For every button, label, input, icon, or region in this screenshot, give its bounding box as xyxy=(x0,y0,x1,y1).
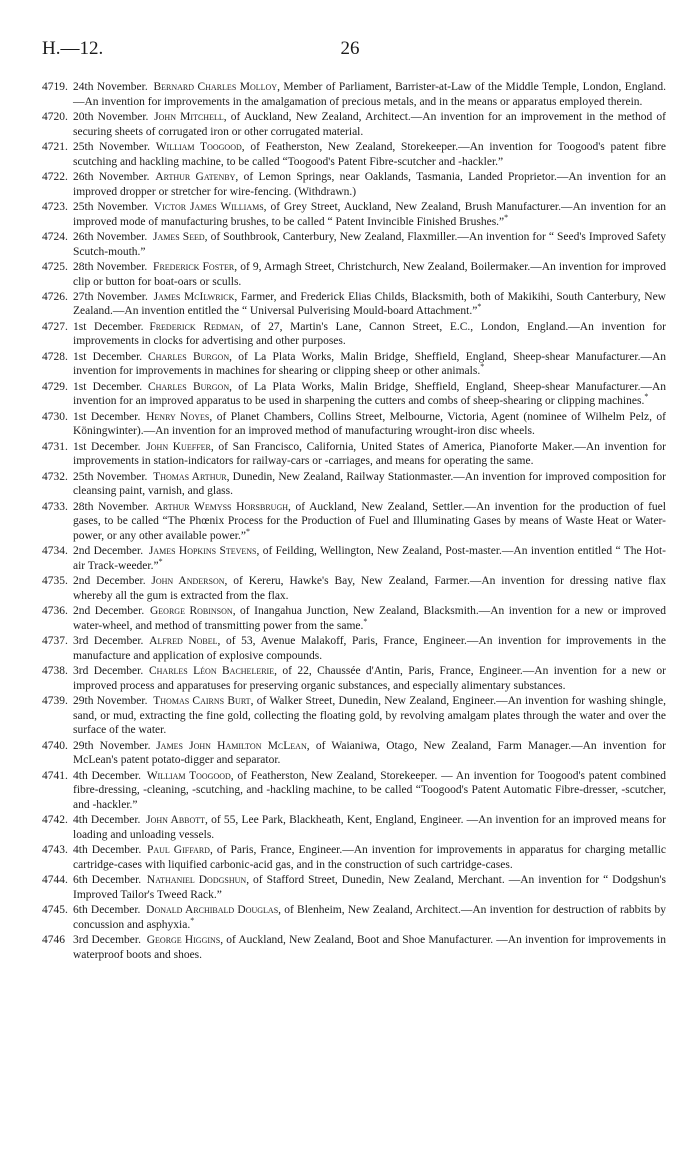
entry-date: 27th November. xyxy=(73,290,148,303)
entry-date: 29th November. xyxy=(73,739,151,752)
footnote-mark: * xyxy=(644,392,649,402)
applicant-name: Victor James Williams xyxy=(153,200,264,213)
entry-date: 26th November. xyxy=(73,170,150,183)
footnote-mark: * xyxy=(504,212,509,222)
applicant-name: James John Hamilton McLean xyxy=(156,739,307,752)
applicant-name: George Higgins xyxy=(146,934,221,947)
entry-number: 4721. xyxy=(42,140,68,153)
patent-entry xyxy=(42,320,666,349)
entry-date: 3rd December. xyxy=(73,934,141,947)
applicant-name: Donald Archibald Douglas xyxy=(146,904,279,917)
entry-description: , of Inangahua Junction, New Zealand, Blacksmith.—An invention for a new or improved water-wheel, and method of transmitting power from the same. xyxy=(73,605,666,632)
entry-description: , Member of Parliament, Barrister-at-Law of the Middle Temple, London, England.—An invention for improvements in the amalgamation of precious metals, and in the means or apparatus employed therein. xyxy=(73,81,666,108)
applicant-name: John Anderson xyxy=(151,575,225,588)
applicant-name: Arthur Wemyss Horsbrugh xyxy=(154,500,289,513)
entry-date: 1st December. xyxy=(73,380,143,393)
page-header xyxy=(42,38,658,68)
footnote-mark: * xyxy=(480,362,485,372)
entry-date: 1st December. xyxy=(73,320,144,333)
patent-entry xyxy=(42,933,666,962)
entry-number: 4743. xyxy=(42,844,68,857)
patent-entry xyxy=(42,739,666,768)
entry-description: , of 22, Chaussée d'Antin, Paris, France, Engineer.—An invention for a new or improved process and apparatuses for preserving organic substances, and especially alimentary substances. xyxy=(73,665,666,692)
entry-description: , of Lemon Springs, near Oaklands, Tasmania, Landed Proprietor.—An invention for an improved dropper or stretcher for wire-fencing. (Withdrawn.) xyxy=(73,170,666,198)
entry-description: , of Auckland, New Zealand, Settler.—An invention for the production of fuel gases, to be called “The Phœnix Process for the Production of Fuel and Illuminating Gases by means of Waste Heat or Water-power, or any other available power.” xyxy=(73,500,666,542)
applicant-name: Charles Burgon xyxy=(147,380,230,393)
entry-date: 29th November. xyxy=(73,695,148,708)
entry-number: 4733. xyxy=(42,500,68,513)
footnote-mark: * xyxy=(158,557,163,567)
patent-entry xyxy=(42,470,666,499)
applicant-name: Frederick Redman xyxy=(149,320,241,333)
applicant-name: Bernard Charles Molloy xyxy=(153,81,278,93)
entry-date: 4th December. xyxy=(73,844,142,857)
entry-description: , of Paris, France, Engineer.—An invention for improvements in apparatus for charging metallic cartridge-cases with liquified carbonic-acid gas, and in the construction of such cartridge-cases. xyxy=(73,844,666,871)
entry-number: 4740. xyxy=(42,739,68,752)
patent-entry xyxy=(42,230,666,259)
footnote-mark: * xyxy=(363,617,368,627)
entry-description: , of Waianiwa, Otago, New Zealand, Farm Manager.—An invention for McLean's patent potato-digger and separator. xyxy=(73,739,666,767)
applicant-name: John Kueffer xyxy=(146,440,211,453)
entry-description: , of Feilding, Wellington, New Zealand, Post-master.—An invention entitled “ The Hot-air Track-weeder.” xyxy=(73,545,666,572)
entry-number: 4719. xyxy=(42,81,68,93)
applicant-name: Nathaniel Dodgshun xyxy=(146,874,247,887)
patent-entry xyxy=(42,350,666,379)
patent-entry xyxy=(42,813,666,842)
entry-number: 4728. xyxy=(42,350,68,363)
applicant-name: Henry Noyes xyxy=(146,410,210,423)
entry-number: 4720. xyxy=(42,110,68,123)
entry-number: 4746 xyxy=(42,934,65,947)
patent-entry xyxy=(42,200,666,229)
patent-entry xyxy=(42,769,666,813)
entry-date: 4th December. xyxy=(73,814,141,827)
applicant-name: Paul Giffard xyxy=(146,844,210,857)
entry-number: 4741. xyxy=(42,769,68,782)
applicant-name: Arthur Gatenby xyxy=(155,170,236,183)
patent-entry xyxy=(42,903,666,932)
patent-entry xyxy=(42,440,666,469)
entry-description: , of Auckland, New Zealand, Boot and Shoe Manufacturer. —An invention for improvements in waterproof boots and shoes. xyxy=(73,934,666,961)
entry-date: 3rd December. xyxy=(73,665,144,678)
patent-entry xyxy=(42,140,666,169)
entry-date: 3rd December. xyxy=(73,635,144,648)
footnote-mark: * xyxy=(477,302,482,312)
entry-date: 26th November. xyxy=(73,230,148,243)
entry-date: 6th December. xyxy=(73,904,141,917)
entry-date: 1st December. xyxy=(73,410,141,423)
entry-number: 4737. xyxy=(42,635,68,648)
entry-description: , Dunedin, New Zealand, Railway Stationmaster.—An invention for improved composition for cleansing paint, varnish, and glass. xyxy=(73,470,666,498)
applicant-name: Thomas Cairns Burt xyxy=(153,695,251,708)
entry-number: 4738. xyxy=(42,665,68,678)
applicant-name: William Toogood xyxy=(155,140,242,153)
patent-entry xyxy=(42,694,666,738)
entry-date: 4th December. xyxy=(73,769,141,782)
entry-number: 4739. xyxy=(42,695,68,708)
entry-number: 4735. xyxy=(42,575,68,588)
entry-date: 6th December. xyxy=(73,874,142,887)
patent-entry xyxy=(42,574,666,603)
entry-description: , of Auckland, New Zealand, Architect.—An invention for an improvement in the method of securing sheets of corrugated iron or other corrugated material. xyxy=(73,110,666,138)
patent-entry xyxy=(42,604,666,633)
entry-number: 4729. xyxy=(42,380,68,393)
applicant-name: George Robinson xyxy=(149,605,233,618)
patent-entry xyxy=(42,80,666,109)
entry-date: 1st December. xyxy=(73,440,141,453)
patent-entry xyxy=(42,380,666,409)
entry-number: 4742. xyxy=(42,814,68,827)
entry-date: 2nd December. xyxy=(73,545,144,558)
applicant-name: James Seed xyxy=(153,230,205,243)
applicant-name: Alfred Nobel xyxy=(149,635,218,648)
applicant-name: Charles Burgon xyxy=(147,350,230,363)
entry-date: 28th November. xyxy=(73,260,148,273)
applicant-name: William Toogood xyxy=(146,769,231,782)
entry-date: 20th November. xyxy=(73,110,149,123)
entry-description: , of Southbrook, Canterbury, New Zealand, Flaxmiller.—An invention for “ Seed's Improved Safety Scutch-mouth.” xyxy=(73,230,666,258)
applicant-name: John Mitchell xyxy=(154,110,224,123)
entry-description: , of Kereru, Hawke's Bay, New Zealand, Farmer.—An invention for dressing native flax whereby all the gum is extracted from the flax. xyxy=(73,575,666,602)
patent-entry xyxy=(42,634,666,663)
entry-number: 4731. xyxy=(42,440,68,453)
patent-entry xyxy=(42,290,666,319)
entry-number: 4736. xyxy=(42,605,68,618)
entry-date: 25th November. xyxy=(73,140,150,153)
patent-entry xyxy=(42,873,666,902)
patent-entry xyxy=(42,110,666,139)
entry-description: , of La Plata Works, Malin Bridge, Sheffield, England, Sheep-shear Manufacturer.—An invention for an improved apparatus to be used in sharpening the cutters and combs of sheep-shearing or clipping machines. xyxy=(73,380,666,408)
entry-date: 1st December. xyxy=(73,350,143,363)
entry-date: 25th November. xyxy=(73,470,148,483)
footnote-mark: * xyxy=(245,527,250,537)
entry-number: 4730. xyxy=(42,410,68,423)
entry-description: , of Grey Street, Auckland, New Zealand, Brush Manufacturer.—An invention for an improved mode of manufacturing brushes, to be called “ Patent Invincible Finished Brushes.” xyxy=(73,200,666,228)
document-reference: H.—12. xyxy=(42,38,104,59)
entry-number: 4734. xyxy=(42,545,68,558)
entry-number: 4732. xyxy=(42,470,68,483)
entry-number: 4726. xyxy=(42,290,68,303)
applicant-name: Charles Léon Bachelerie xyxy=(148,665,275,678)
entry-description: , of San Francisco, California, United States of America, Pianoforte Maker.—An invention for improvements in station-indicators for railway-cars or -carriages, and means for operating the same. xyxy=(73,440,666,468)
entry-number: 4727. xyxy=(42,320,68,333)
entry-description: , of 27, Martin's Lane, Cannon Street, E.C., London, England.—An invention for improvements in clocks for advertising and other purposes. xyxy=(73,320,666,348)
entry-number: 4724. xyxy=(42,230,68,243)
entry-number: 4722. xyxy=(42,170,68,183)
patent-entry xyxy=(42,500,666,544)
patent-entry xyxy=(42,410,666,439)
patent-entries-list xyxy=(42,80,666,963)
applicant-name: Thomas Arthur xyxy=(153,470,227,483)
entry-date: 28th November. xyxy=(73,500,149,513)
entry-description: , of Featherston, New Zealand, Storekeeper. — An invention for Toogood's patent combined fibre-dressing, -cleaning, -scutching, and -hackling machine, to be called “Toogood's Patent Automatic Fibre-dresser, -scutcher, and -hackler.” xyxy=(73,769,666,812)
entry-date: 2nd December. xyxy=(73,605,145,618)
entry-description: , of Blenheim, New Zealand, Architect.—An invention for destruction of rabbits by concussion and asphyxia. xyxy=(73,904,666,931)
applicant-name: John Abbott xyxy=(146,814,206,827)
entry-description: , of 9, Armagh Street, Christchurch, New Zealand, Boilermaker.—An invention for improved clip or button for boat-oars or sculls. xyxy=(73,260,666,288)
applicant-name: James Hopkins Stevens xyxy=(148,545,257,558)
applicant-name: Frederick Foster xyxy=(153,260,235,273)
entry-number: 4723. xyxy=(42,200,68,213)
entry-description: , of La Plata Works, Malin Bridge, Sheffield, England, Sheep-shear Manufacturer.—An invention for improvements in machines for shearing or clipping sheep or other animals. xyxy=(73,350,666,378)
footnote-mark: * xyxy=(190,916,195,926)
patent-entry xyxy=(42,843,666,872)
entry-description: , Farmer, and Frederick Elias Childs, Blacksmith, both of Makikihi, South Canterbury, New Zealand.—An invention entitled the “ Universal Pulverising Mould-board Attachment.” xyxy=(73,290,666,318)
page-number: 26 xyxy=(340,38,360,59)
entry-date: 25th November. xyxy=(73,200,149,213)
patent-entry xyxy=(42,544,666,573)
applicant-name: James McIlwrick xyxy=(153,290,235,303)
entry-description: , of Featherston, New Zealand, Storekeeper.—An invention for Toogood's patent fibre scutching and hackling machine, to be called “Toogood's Patent Fibre-scutcher and -hackler.” xyxy=(73,140,667,168)
patent-entry xyxy=(42,260,666,289)
entry-description: , of Walker Street, Dunedin, New Zealand, Engineer.—An invention for washing shingle, sand, or mud, extracting the fine gold, collecting the floating gold, by revolving amalgam plates through the water and over the surface of the water. xyxy=(73,695,666,737)
entry-number: 4725. xyxy=(42,260,68,273)
entry-description: , of 55, Lee Park, Blackheath, Kent, England, Engineer. —An invention for an improved means for loading and unloading vessels. xyxy=(73,814,666,842)
entry-description: , of Stafford Street, Dunedin, New Zealand, Merchant. —An invention for “ Dodgshun's Improved Tailor's Tweed Rack.” xyxy=(73,874,666,901)
entry-number: 4745. xyxy=(42,904,68,917)
entry-date: 24th November. xyxy=(73,81,148,93)
patent-entry xyxy=(42,664,666,693)
entry-description: , of Planet Chambers, Collins Street, Melbourne, Victoria, Agent (nominee of Wilhelm Pelz, of Köningwinter).—An invention for an improved method of manufacturing wrought-iron disc wheels. xyxy=(73,410,666,438)
patent-entry xyxy=(42,170,666,199)
entry-number: 4744. xyxy=(42,874,68,887)
entry-date: 2nd December. xyxy=(73,575,146,588)
entry-description: , of 53, Avenue Malakoff, Paris, France, Engineer.—An invention for improvements in the manufacture and application of explosive compounds. xyxy=(73,635,666,662)
